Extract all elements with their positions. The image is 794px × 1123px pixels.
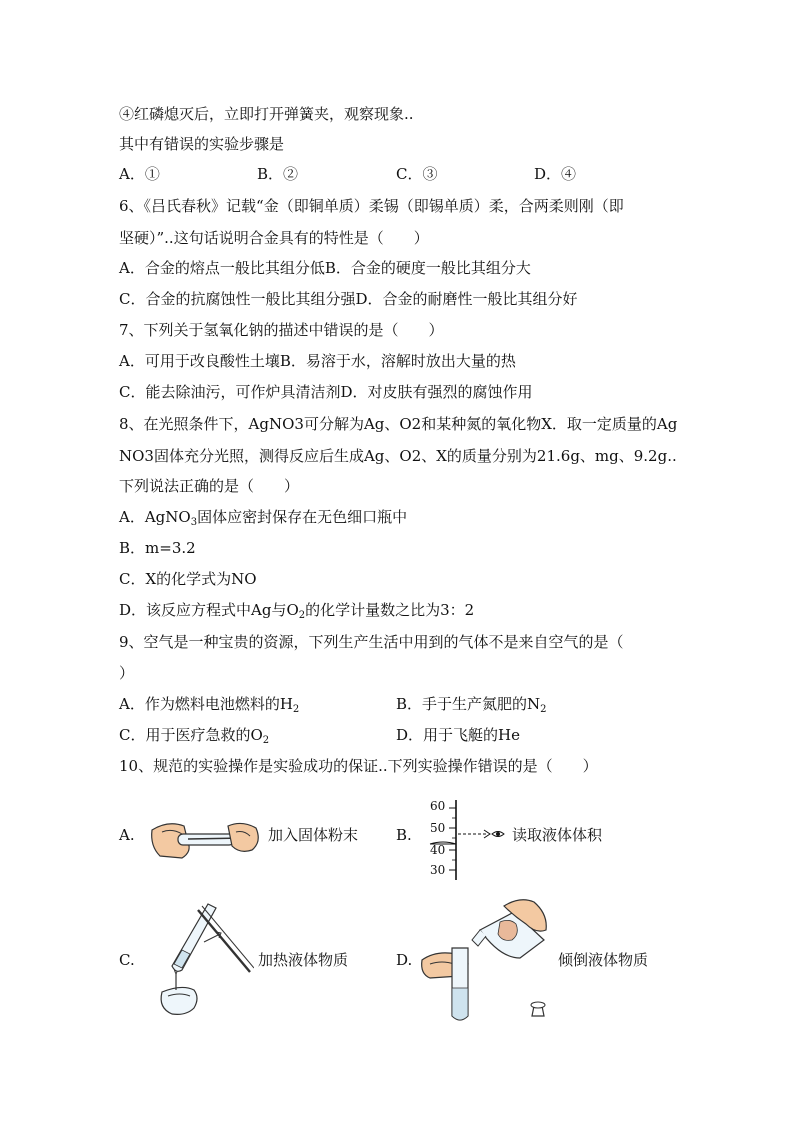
q9-option-a-sub: 2 [292,704,300,715]
q8-stem-line3: 下列说法正确的是（ ） [119,477,300,495]
q5-option-d: D．④ [534,165,577,183]
q9-option-c-text: C．用于医疗急救的O [119,726,263,744]
q7-options-cd: C．能去除油污，可作炉具清洁剂D．对皮肤有强烈的腐蚀作用 [119,383,533,401]
q10-option-d-caption: 倾倒液体物质 [558,951,649,969]
q5-option-c: C．③ [396,165,438,183]
pouring-liquid-illustration [416,894,556,1024]
q6-options-cd: C．合金的抗腐蚀性一般比其组分强D．合金的耐磨性一般比其组分好 [119,290,578,308]
q8-option-c: C．X的化学式为NO [119,570,257,588]
q10-option-d-label: D. [396,951,413,969]
cylinder-tick-30: 30 [430,863,446,877]
q5-option-a: A．① [119,165,160,183]
q8-option-a-sub: 3 [190,517,198,528]
q7-options-ab: A．可用于改良酸性土壤B．易溶于水，溶解时放出大量的热 [119,352,516,370]
q9-option-c [119,725,269,745]
q6-stem-line2: 坚硬）”..这句话说明合金具有的特性是（ ） [119,229,429,247]
cylinder-tick-40: 40 [430,843,446,857]
q6-options-ab: A．合金的熔点一般比其组分低B．合金的硬度一般比其组分大 [119,259,531,277]
q8-option-d [119,600,474,620]
q9-option-d: D．用于飞艇的He [396,726,520,744]
q9-option-b-sub: 2 [540,704,547,715]
q10-option-b-caption: 读取液体体积 [512,826,603,844]
cylinder-tick-60: 60 [430,799,446,813]
q5-step4: ④红磷熄灭后，立即打开弹簧夹，观察现象.. [119,105,414,123]
q9-option-a [119,694,299,714]
q10-stem: 10、规范的实验操作是实验成功的保证..下列实验操作错误的是（ ） [119,757,598,775]
q5-option-b: B．② [257,165,299,183]
q9-option-c-sub: 2 [262,735,270,746]
q8-option-a-post: 固体应密封保存在无色细口瓶中 [197,508,408,526]
graduated-cylinder-illustration [414,798,510,882]
q7-stem: 7、下列关于氢氧化钠的描述中错误的是（ ） [119,321,444,339]
q8-stem-line2: NO3固体充分光照，测得反应后生成Ag、O2、X的质量分别为21.6g、mg、9.2g.. [119,447,677,465]
q9-stem-line1: 9、空气是一种宝贵的资源，下列生产生活中用到的气体不是来自空气的是（ [119,633,624,651]
q9-option-b-text: B．手于生产氮肥的N [396,695,541,713]
q8-option-d-post: 的化学计量数之比为3：2 [305,601,475,619]
q8-option-a-pre: A．AgNO [119,508,191,526]
q8-stem-line1: 8、在光照条件下，AgNO3可分解为Ag、O2和某种氮的氧化物X．取一定质量的Ag [119,415,678,433]
q8-option-b: B．m=3.2 [119,539,196,557]
q10-option-a-caption: 加入固体粉末 [268,826,359,844]
q5-stem: 其中有错误的实验步骤是 [119,135,285,153]
q10-option-c-label: C. [119,951,135,969]
q9-stem-line2: ） [119,664,135,682]
q9-option-b [396,694,547,714]
q9-option-a-text: A．作为燃料电池燃料的H [119,695,293,713]
q6-stem-line1: 6、《吕氏春秋》记载“金（即铜单质）柔锡（即锡单质）柔，合两柔则刚（即 [119,197,624,215]
q8-option-a [119,507,407,527]
q10-option-c-caption: 加热液体物质 [258,951,349,969]
q10-option-b-label: B. [396,826,412,844]
cylinder-tick-50: 50 [430,821,446,835]
q8-option-d-pre: D．该反应方程式中Ag与O [119,601,299,619]
powder-adding-illustration [148,812,264,862]
heating-test-tube-illustration [142,896,254,1018]
q10-option-a-label: A. [119,826,135,844]
q8-option-d-sub: 2 [298,610,306,621]
